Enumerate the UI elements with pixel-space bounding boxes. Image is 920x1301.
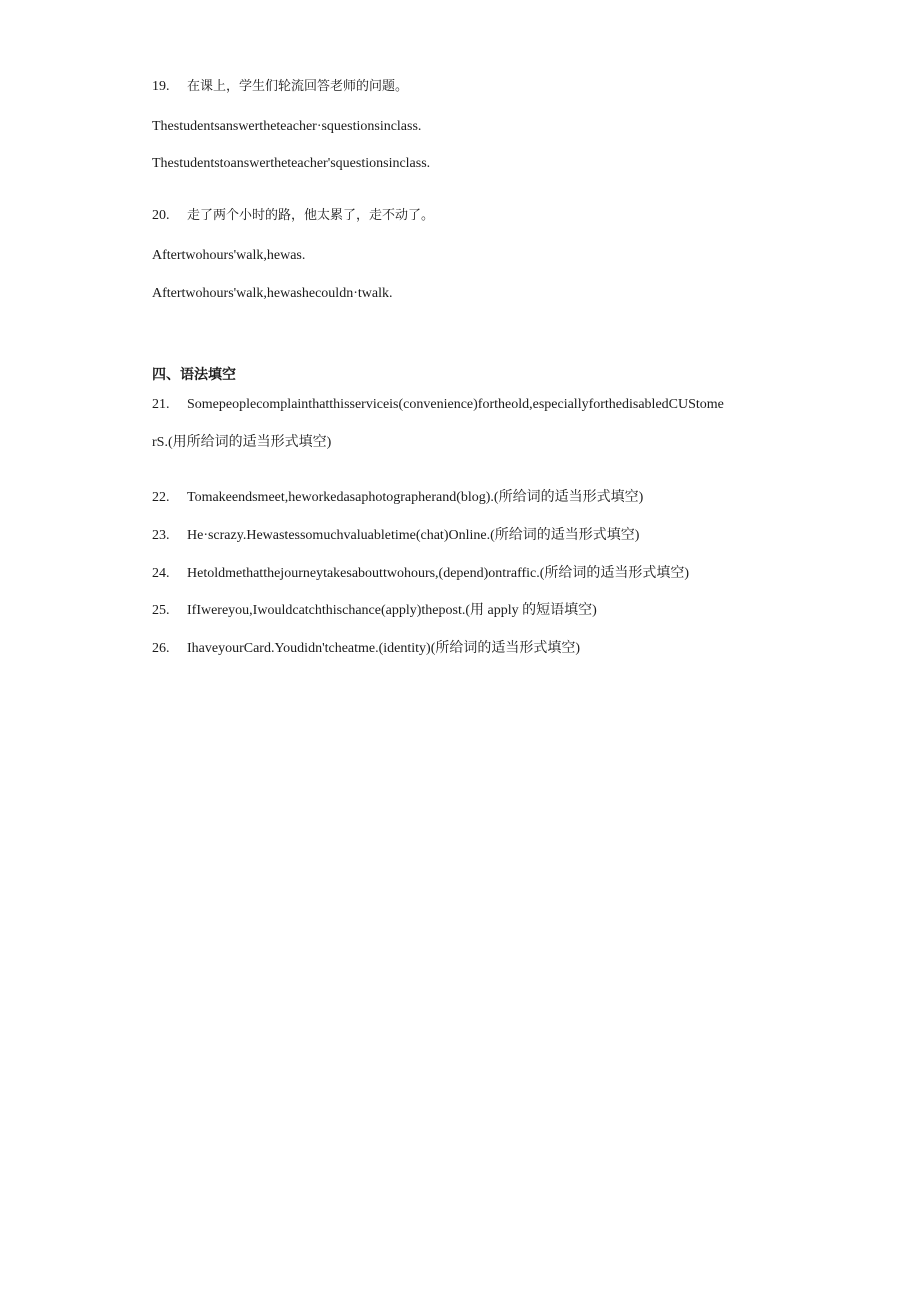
question-number: 21. <box>152 397 170 412</box>
question-number: 20. <box>152 208 170 223</box>
question-26 <box>152 640 580 658</box>
question-text: IhaveyourCard.Youdidn'tcheatme.(identity)(所给词的适当形式填空) <box>187 641 581 656</box>
question-24 <box>152 565 689 583</box>
question-number: 22. <box>152 490 170 505</box>
question-25 <box>152 602 597 620</box>
question-23 <box>152 527 639 545</box>
question-20-prompt <box>152 207 434 225</box>
question-22 <box>152 489 643 507</box>
question-21 <box>152 396 724 414</box>
question-number: 24. <box>152 566 170 581</box>
question-number: 26. <box>152 641 170 656</box>
question-20-answer-line-1: Aftertwohours'walk,hewas. <box>152 248 306 263</box>
question-number: 19. <box>152 79 170 94</box>
question-text: 在课上，学生们轮流回答老师的问题。 <box>187 79 409 94</box>
question-text: He·scrazy.Hewastessomuchvaluabletime(chat)Online.(所给词的适当形式填空) <box>187 528 640 543</box>
question-number: 23. <box>152 528 170 543</box>
question-20-answer-line-2: Aftertwohours'walk,hewashecouldn·twalk. <box>152 286 393 301</box>
question-text: 走了两个小时的路，他太累了，走不动了。 <box>187 208 435 223</box>
question-text: Somepeoplecomplainthatthisserviceis(convenience)fortheold,especiallyforthedisabledCUStome <box>187 397 724 412</box>
question-text: Hetoldmethatthejourneytakesabouttwohours,(depend)ontraffic.(所给词的适当形式填空) <box>187 566 690 581</box>
question-number: 25. <box>152 603 170 618</box>
question-text: IfIwereyou,Iwouldcatchthischance(apply)thepost.(用 apply 的短语填空) <box>187 603 597 618</box>
question-19-answer-line-1: Thestudentsanswertheteacher·squestionsinclass. <box>152 119 422 134</box>
question-21-continuation: rS.(用所给词的适当形式填空) <box>152 435 332 450</box>
question-19-answer-line-2: Thestudentstoanswertheteacher'squestionsinclass. <box>152 156 431 171</box>
question-19-prompt <box>152 78 408 96</box>
section-heading: 四、语法填空 <box>152 367 236 383</box>
question-text: Tomakeendsmeet,heworkedasaphotographerand(blog).(所给词的适当形式填空) <box>187 490 644 505</box>
